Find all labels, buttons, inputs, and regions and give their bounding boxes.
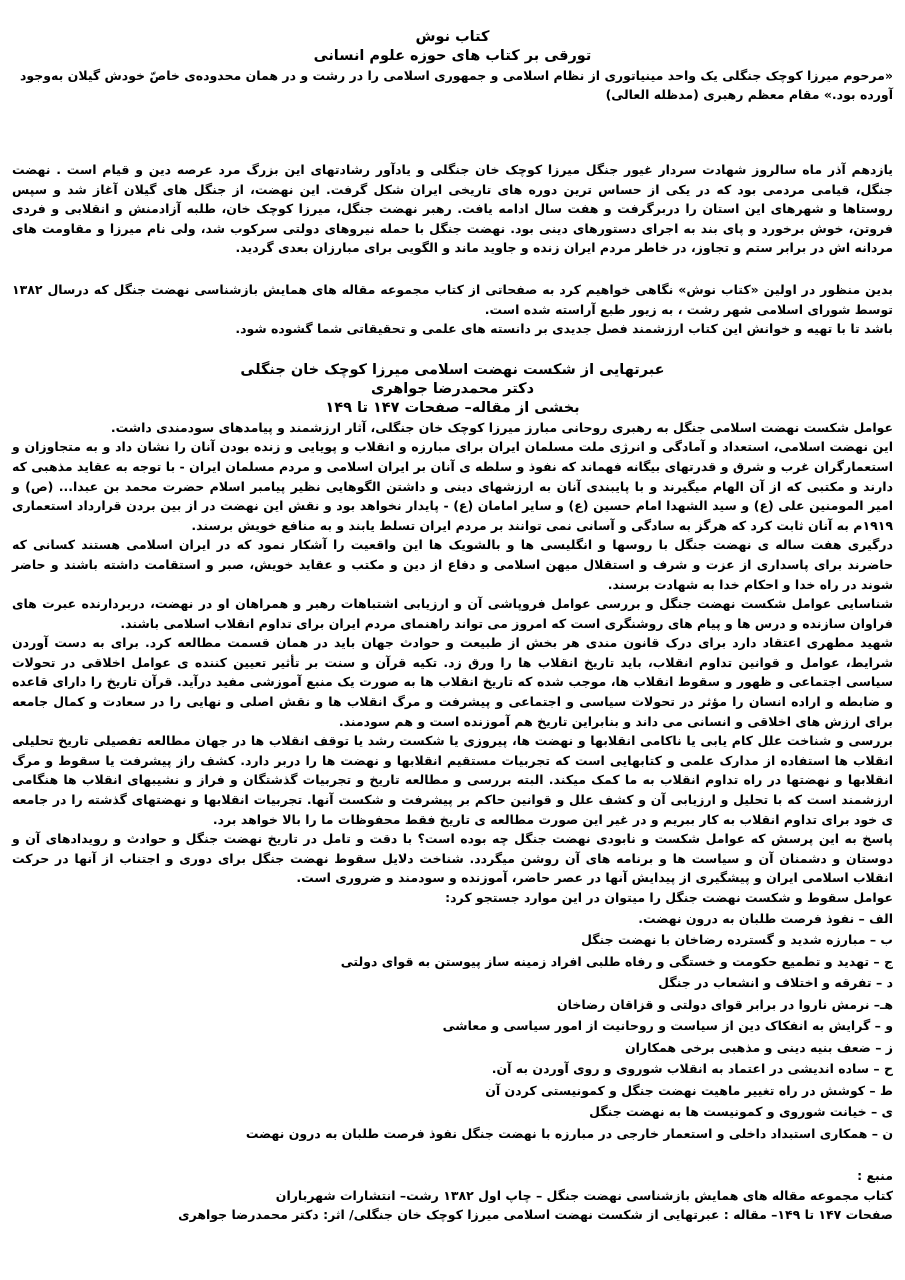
list-item: د – تفرقه و اختلاف و انشعاب در جنگل — [658, 975, 893, 991]
body-paragraph-7: پاسخ به این پرسش که عوامل شکست و نابودی نهضت جنگل چه بوده است؟ با دقت و تامل در تاریخ نهضت جنگل و حوادث و رویدادهای آن و دوستان و دشمنان آن و سیاست ها و برنامه های آن روشن میگردد. شناخت دلایل سقوط نهضت جنگل برای دوری و اجتناب از آنها در حرکت انقلاب اسلامی ایران و پیشگیری از پیدایش آنها در عصر حاضر، آموزنده و سودمند و ضروری است. — [12, 831, 893, 886]
sources-section — [12, 1166, 893, 1225]
article-title: عبرتهایی از شکست نهضت اسلامی میرزا کوچک خان جنگلی — [240, 361, 665, 378]
list-item: هـ– نرمش ناروا در برابر قوای دولتی و قزاقان رضاخان — [557, 996, 893, 1012]
body-paragraph-3: درگیری هفت ساله ی نهضت جنگل با روسها و انگلیسی ها و بالشویک ها این واقعیت را آشکار نمود که در ایران اسلامی هستند کسانی که حاضرند برای پاسداری از عزت و شرف و استقلال میهن اسلامی و دفاع از دین و مکتب و عقاید خویش، صبر و استقامت داشته باشند و حاضر شوند در راه خدا و احکام خدا به شهادت برسند. — [12, 537, 893, 592]
body-paragraph-2: این نهضت اسلامی، استعداد و آمادگی و انرژی ملت مسلمان ایران برای مبارزه و انقلاب و پویایی و زنده بودن آنان را نشان داد و به متجاوزان و استعمارگران غرب و شرق و قدرتهای بیگانه فهماند که نفوذ و سلطه ی آنان بر ایران اسلامی و مردم مسلمان ایران - با توجه به عقاید مذهبی که دارند و مکتبی که از آن الهام میگیرند و با پایبندی آنان به ارزشهای دینی و داشتن الگوهایی نظیر پیامبر اسلام حضرت محمد بن عبدا... (ص) و امیر المومنین علی (ع) و سید الشهدا امام حسین (ع) و سایر امامان (ع) - پایدار نخواهد بود و نقش این نهضت در از بین بردن قرارداد استعماری ۱۹۱۹م به آنان ثابت کرد که هرگز به سادگی و آسانی نمی توانند بر مردم ایران تسلط یابند و به منافع خویش برسند. — [12, 439, 893, 533]
body-paragraph-5: شهید مطهری اعتقاد دارد برای درک قانون مندی هر بخش از طبیعت و حوادث جهان باید در همان قسمت مطالعه کرد. برای به دست آوردن شرایط، عوامل و قوانین تداوم انقلاب، باید تاریخ انقلاب ها را ورق زد. تکیه قرآن و سنت بر تأثیر تعیین کننده ی عوامل اخلاقی در تحولات سیاسی اجتماعی و ظهور و سقوط انقلاب ها، موجب شده که تاریخ انقلاب ها به صورت یک منبع آموزشی مفید درآید. قرآن تاریخ را دارای قاعده و ضابطه و اراده انسان را مؤثر در تحولات سیاسی و اجتماعی و پیشرفت و مرگ انقلاب ها و نقش اصلی و نهایی را در سعادت و کمال جامعه برای ارزش های اخلاقی و انسانی می داند و بنابراین تاریخ هم آموزنده است و هم سودمند. — [12, 635, 893, 729]
article-excerpt-range: بخشی از مقاله– صفحات ۱۴۷ تا ۱۴۹ — [325, 399, 580, 416]
list-item: ط – کوشش در راه تغییر ماهیت نهضت جنگل و کمونیستی کردن آن — [485, 1082, 893, 1098]
source-line-2: صفحات ۱۴۷ تا ۱۴۹– مقاله : عبرتهایی از شکست نهضت اسلامی میرزا کوچک خان جنگلی/ اثر: دکتر محمدرضا جواهری — [178, 1207, 893, 1223]
body-paragraph-6: بررسی و شناخت علل کام یابی یا ناکامی انقلابها و نهضت ها، پیروزی یا شکست رشد یا توقف انقلاب ها در جهان مطالعه تفصیلی تاریخ تحلیلی انقلاب ها استفاده از مدارک علمی و کتابهایی است که تجربیات مستقیم انقلابها و نهضت ها را دربر دارد. کشف راز پیشرفت یا سقوط و مرگ انقلابها و نهضتها در راه تداوم انقلاب به ما کمک میکند. البته بررسی و مطالعه تاریخ و تجربیات گذشتگان و فراز و نشیبهای انقلاب ها هنگامی ارزشمند است که با تحلیل و ارزیابی آن و کشف علل و قوانین حاکم بر پیشرفت و شکست آنها. تجربیات انقلابها و نهضتهای گذشته را در جامعه ی خود برای تداوم انقلاب به کار ببریم و در غیر این صورت مطالعه ی تاریخ فقط محفوظات ما را بالا خواهد برد. — [12, 733, 893, 827]
body-paragraph-1: عوامل شکست نهضت اسلامی جنگل به رهبری روحانی مبارز میرزا کوچک خان جنگلی، آثار ارزشمند و پیامدهای سودمندی داشت. — [110, 419, 893, 435]
list-item: و – گرایش به انفکاک دین از سیاست و روحانیت از امور سیاسی و معاشی — [442, 1018, 893, 1034]
sources-label: منبع : — [857, 1168, 893, 1184]
list-item: ی – خیانت شوروی و کمونیست ها به نهضت جنگل — [589, 1104, 893, 1120]
list-item: الف – نفوذ فرصت طلبان به درون نهضت. — [638, 910, 893, 926]
causes-list — [12, 908, 893, 1145]
list-item: ج – تهدید و تطمیع حکومت و خستگی و رفاه طلبی افراد زمینه ساز پیوستن به قوای دولتی — [340, 953, 893, 969]
list-item: ز – ضعف بنیه دینی و مذهبی برخی همکاران — [624, 1039, 893, 1055]
book-subtitle: تورقی بر کتاب های حوزه علوم انسانی — [313, 48, 592, 64]
body-paragraph-8: عوامل سقوط و شکست نهضت جنگل را میتوان در این موارد جستجو کرد: — [445, 890, 893, 905]
intro-paragraph: یازدهم آذر ماه سالروز شهادت سردار غیور جنگل میرزا کوچک خان جنگلی و یادآور رشادتهای این بزرگ مرد عرصه دین و قیام است . نهضت جنگل، قیامی مردمی بود که در یکی از حساس ترین دوره های تاریخی ایران شکل گرفت. این نهضت، از جنگل های گیلان آغاز شد و سپس روستاها و شهرهای این استان را دربرگرفت و هفت سال ادامه یافت. رهبر نهضت جنگل، میرزا کوچک خان، طلبه آزادمنش و انقلابی و فردی فروتن، خوش برخورد و پای بند به اجرای دستورهای دینی بود. نهضت جنگل با حمله نیروهای دولتی سرکوب شد، ولی نام میرزا و مقاومت های مردانه اش در برابر ستم و تجاوز، در خاطر مردم ایران زنده و جاوید ماند و الگویی برای مبارزان بعدی گردید. — [12, 162, 893, 256]
intro-purpose-paragraph: بدین منظور در اولین «کتاب نوش» نگاهی خواهیم کرد به صفحاتی از کتاب مجموعه مقاله های همایش بازشناسی نهضت جنگل که درسال ۱۳۸۲ توسط شورای اسلامی شهر رشت ، به زیور طبع آراسته شده است. — [12, 281, 893, 317]
article-author: دکتر محمدرضا جواهری — [370, 380, 535, 397]
body-paragraph-4: شناسایی عوامل شکست نهضت جنگل و بررسی عوامل فروپاشی آن و ارزیابی اشتباهات رهبر و همراهان او در نهضت، دربردارنده عبرت های فراوان سازنده و درس ها و پیام های روشنگری است که امروز می تواند راهنمای مردم ایران برای تداوم انقلاب اسلامی باشند. — [12, 596, 893, 631]
list-item: ب – مبارزه شدید و گسترده رضاخان با نهضت جنگل — [581, 932, 893, 948]
intro-closing-paragraph: باشد تا با تهیه و خوانش این کتاب ارزشمند فصل جدیدی بر دانسته های علمی و تحقیقاتی شما گشوده شود. — [235, 321, 893, 337]
list-item: ح – ساده اندیشی در اعتماد به انقلاب شوروی و روی آوردن به آن. — [491, 1061, 893, 1077]
source-line-1: کتاب مجموعه مقاله های همایش بازشناسی نهضت جنگل – چاپ اول ۱۳۸۲ رشت– انتشارات شهرباران — [275, 1187, 893, 1203]
leader-quote: «مرحوم میرزا کوچک جنگلی یک واحد مینیاتوری از نظام اسلامی و جمهوری اسلامی را در رشت و در همان محدوده‌ی خاصّ خودش گیلان به‌وجود آورده بود.» مقام معظم رهبری (مدظله العالی) — [20, 68, 893, 102]
book-title: کتاب نوش — [415, 29, 490, 45]
list-item: ن – همکاری استبداد داخلی و استعمار خارجی در مبارزه با نهضت جنگل نفوذ فرصت طلبان به درون نهضت — [245, 1125, 893, 1141]
